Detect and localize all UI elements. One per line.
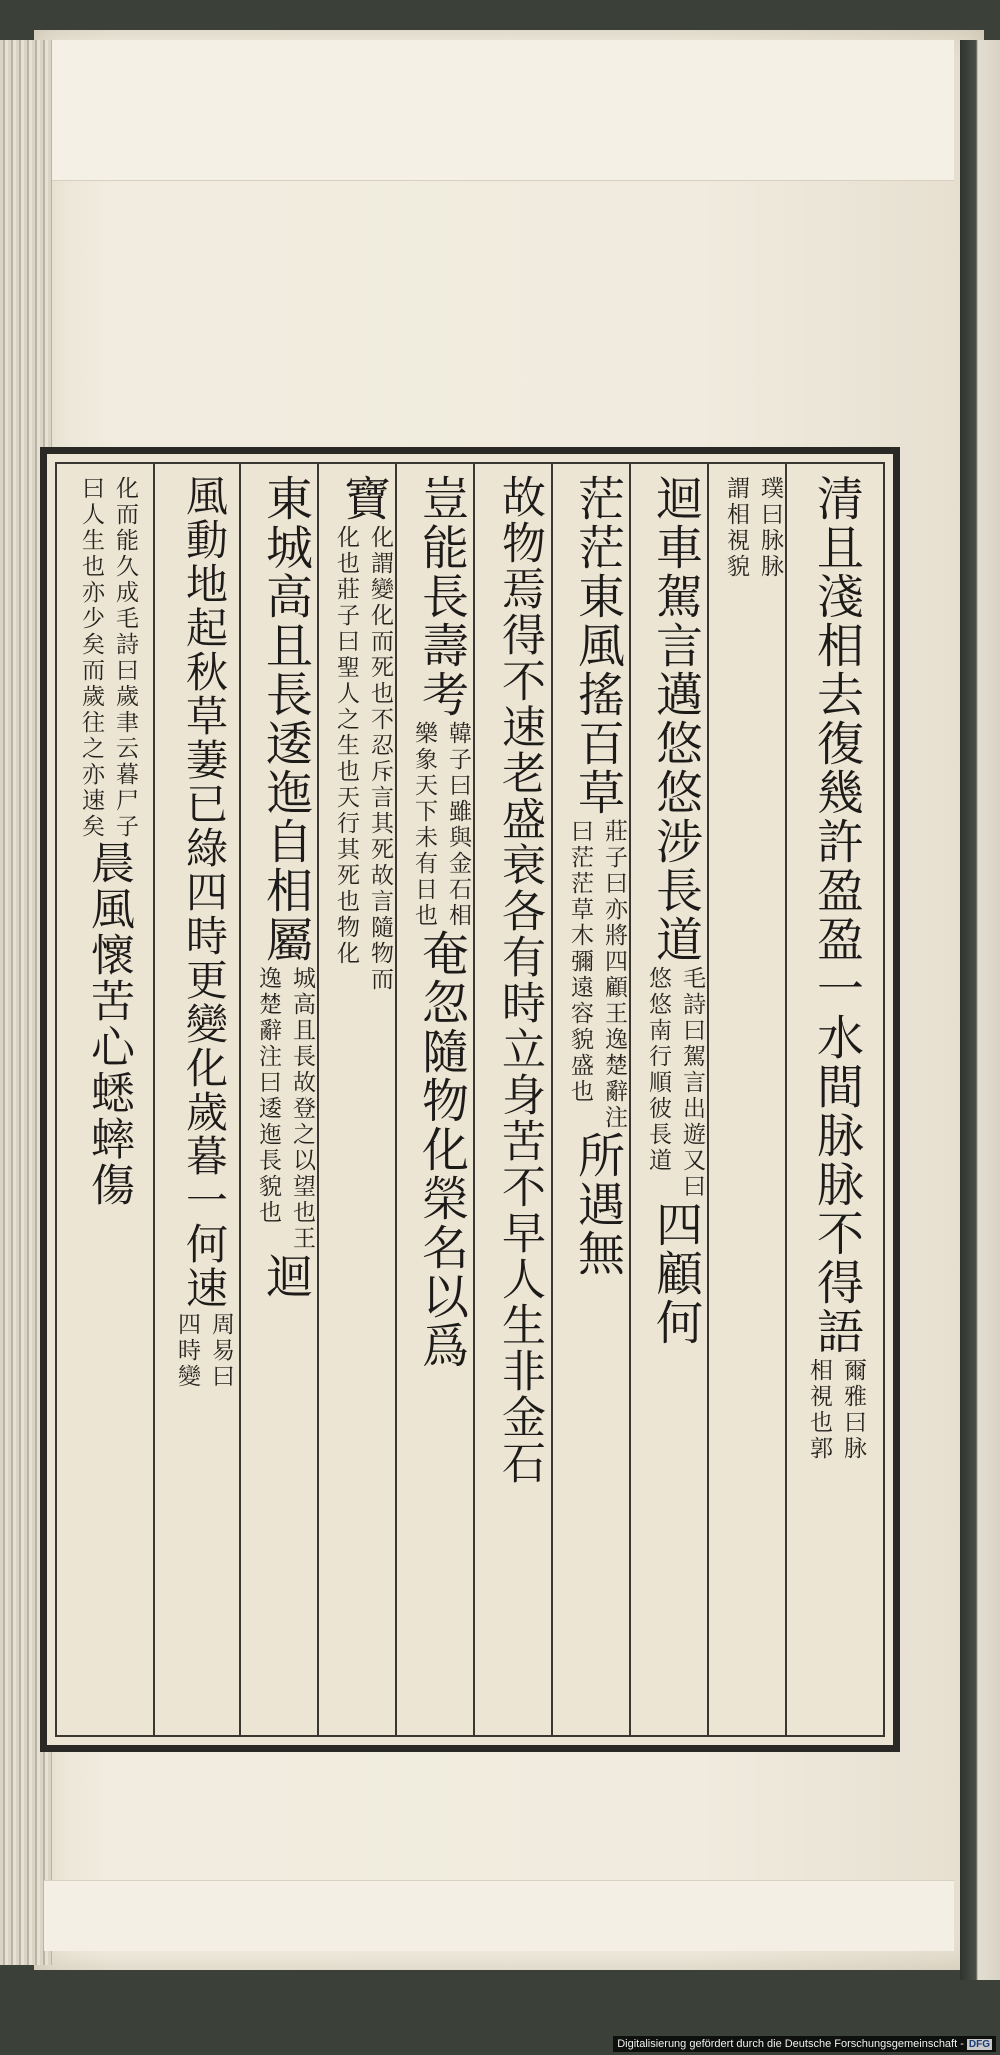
commentary	[644, 966, 706, 1200]
column-rule	[473, 462, 475, 1737]
commentary-line: 爾雅曰脉	[840, 1358, 866, 1462]
commentary-line: 城高且長故登之以望也王	[289, 966, 315, 1252]
commentary-line: 相視也郭	[806, 1358, 832, 1462]
commentary-line: 曰人生也亦少矣而歲往之亦速矣	[78, 476, 104, 840]
commentary-line: 曰茫茫草木彌遠容貌盛也	[567, 819, 593, 1105]
credit-text: Digitalisierung gefördert durch die Deutsche Forschungsgemeinschaft -	[617, 2038, 964, 2050]
text-frame	[40, 447, 900, 1752]
main-text: 茫茫東風搖百草	[570, 474, 625, 817]
main-text: 寶	[336, 474, 391, 523]
main-text: 清且淺相去復幾許盈盈一水間脉脉不得語	[809, 474, 864, 1356]
commentary-line: 莊子曰亦將四顧王逸楚辭注	[601, 819, 627, 1131]
commentary-line: 璞曰脉脉	[757, 476, 783, 580]
text-column	[565, 474, 629, 1278]
text-column	[409, 474, 473, 1370]
commentary-line: 化謂變化而死也不忍斥言其死故言隨物而	[367, 525, 393, 993]
commentary	[410, 721, 472, 929]
text-column	[723, 474, 783, 580]
text-column	[487, 474, 551, 1486]
main-text: 四顧何	[648, 1200, 703, 1347]
main-text: 東城高且長逶迤自相屬	[258, 474, 313, 964]
commentary-line: 樂象天下未有日也	[411, 721, 437, 929]
commentary-line: 毛詩曰駕言出遊又曰	[679, 966, 705, 1200]
text-column	[253, 474, 317, 1301]
column-rule	[317, 462, 319, 1737]
commentary-line: 逸楚辭注曰逶迤長貌也	[255, 966, 281, 1226]
column-rule	[551, 462, 553, 1737]
commentary	[805, 1358, 867, 1462]
commentary-line: 化而能久成毛詩曰歲聿云暮尸子	[112, 476, 138, 840]
main-text: 迴車駕言邁悠悠涉長道	[648, 474, 703, 964]
column-rule	[239, 462, 241, 1737]
main-text: 奄忽隨物化榮名以爲	[414, 929, 469, 1370]
main-text: 迴	[258, 1252, 313, 1301]
commentary	[332, 525, 394, 993]
main-text: 所遇無	[570, 1131, 625, 1278]
column-rule	[153, 462, 155, 1737]
commentary	[722, 476, 784, 580]
digitization-credit	[613, 2036, 996, 2052]
column-rule	[707, 462, 709, 1737]
text-column	[797, 474, 875, 1462]
commentary-line: 化也莊子曰聖人之生也天行其死也物化	[333, 525, 359, 967]
column-rule	[785, 462, 787, 1737]
column-rule	[629, 462, 631, 1737]
text-column	[643, 474, 707, 1347]
main-text: 豈能長壽考	[414, 474, 469, 719]
next-page-edge	[960, 40, 1000, 1980]
commentary-line: 韓子曰雖與金石相	[445, 721, 471, 929]
text-column	[331, 474, 395, 993]
commentary-line: 悠悠南行順彼長道	[645, 966, 671, 1174]
commentary	[173, 1312, 235, 1390]
dfg-logo: DFG	[968, 2039, 990, 2050]
main-text: 風動地起秋草萋已綠四時更變化歲暮一何速	[180, 474, 229, 1310]
commentary	[254, 966, 316, 1252]
commentary-line: 謂相視貌	[723, 476, 749, 580]
column-rule	[395, 462, 397, 1737]
commentary	[566, 819, 628, 1131]
commentary-line: 四時變	[174, 1312, 200, 1390]
main-text: 晨風懷苦心蟋蟀傷	[83, 840, 134, 1208]
main-text: 故物焉得不速老盛衰各有時立身苦不早人生非金石	[494, 474, 545, 1486]
text-column	[171, 474, 237, 1390]
page-bottom-margin	[44, 1880, 954, 1951]
text-column	[65, 474, 151, 1208]
page-top-margin	[44, 40, 954, 181]
commentary	[77, 476, 139, 840]
commentary-line: 周易曰	[208, 1312, 234, 1390]
